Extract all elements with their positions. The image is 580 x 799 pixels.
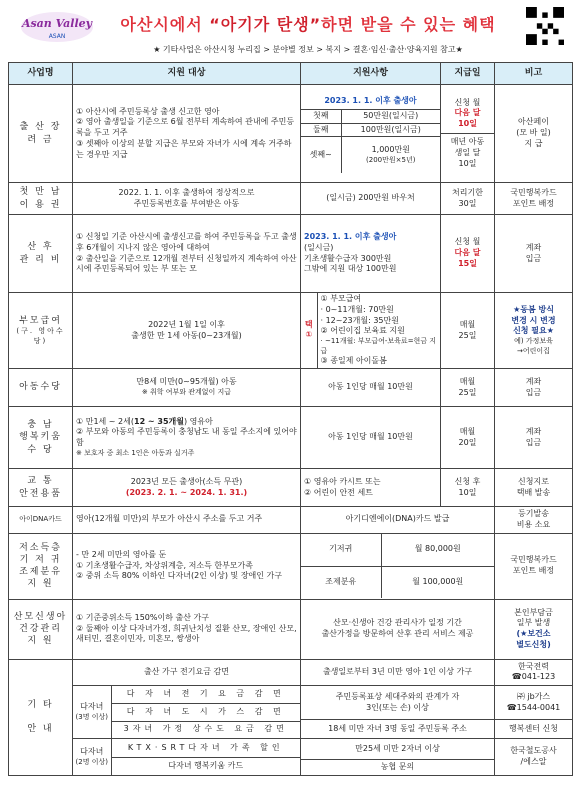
table-row — [9, 469, 573, 507]
target-line: ① 아산시에 주민등록상 출생 신고한 영아 — [76, 106, 220, 116]
col-header-target: 지원 대상 — [73, 63, 301, 85]
table-row — [9, 183, 573, 215]
amount: 월 80,000원 — [381, 534, 494, 566]
note-cell: 한국전력 ☎041-123 — [495, 659, 573, 686]
birth-order: 셋째~ — [301, 137, 341, 173]
amount: 1,000만원 (200만원×5년) — [341, 137, 440, 173]
target-cell: 영아(12개월 미만)의 부모가 아산시 주소를 두고 거주 — [73, 507, 301, 534]
program-name: 출 산 장 려 금 — [9, 85, 73, 183]
note-cell: 행복센터 신청 — [495, 720, 573, 739]
target-cell: 만8세 미만(0~95개월) 아동 ※ 취학 여부와 관계없이 지급 — [73, 369, 301, 407]
col-header-program: 사업명 — [9, 63, 73, 85]
note-cell: 본인부담금 일부 발생 (★보건소 별도신청) — [495, 599, 573, 659]
note-cell: 계좌 입금 — [495, 215, 573, 293]
support-cell — [301, 85, 441, 183]
note-cell: 국민행복카드 포인트 배정 — [495, 183, 573, 215]
table-row — [9, 659, 573, 686]
payday-cell: 매월 20일 — [441, 407, 495, 469]
target-cell: ① 만1세 ~ 2세(12 ~ 35개월) 영유아 ② 부모와 아동의 주민등록이 충청남도 내 동일 주소지에 있어야 함 ※ 보호자 중 최소 1인은 아동과 실거주 — [73, 407, 301, 469]
col-header-support: 지원사항 — [301, 63, 441, 85]
table-row — [9, 293, 573, 369]
note-cell: 한국철도공사 /에스알 — [495, 739, 573, 776]
select-one-label: 택 ① — [304, 319, 313, 340]
benefit-condition: 출생일로부터 3년 미만 영아 1인 이상 가구 — [301, 659, 495, 686]
benefit-name: 다 자 녀 도 시 가 스 감 면 — [111, 703, 300, 721]
amount: 50만원(일시금) — [341, 110, 440, 123]
support-cell: (일시금) 200만원 바우처 — [301, 183, 441, 215]
note-cell: 아산페이 (모 바 일) 지 급 — [495, 85, 573, 183]
benefit-condition: 주민등록표상 세대주와의 관계가 자 3인(또는 손) 이상 — [301, 686, 495, 720]
target-line: ③ 셋째아 이상의 분할 지급은 부모와 자녀가 시에 계속 거주하는 경우만 지급 — [76, 138, 292, 159]
payday-cell: 신청 월 다음 달 15일 — [441, 215, 495, 293]
program-name: 부모급여 (구. 영아수당) — [9, 293, 73, 369]
payday-cell: 매월 25일 — [441, 293, 495, 369]
table-row — [9, 599, 573, 659]
table-row — [9, 407, 573, 469]
note-cell: ★동봄 방식 변경 시 변경 신청 필요★ 예) 가정보육 →어린이집 — [495, 293, 573, 369]
support-cell — [301, 293, 441, 369]
note-cell: 등기발송 비용 소요 — [495, 507, 573, 534]
target-cell: ① 기준중위소득 150%이하 출산 가구 ② 둘째아 이상 다자녀가정, 희귀난치성 질환 산모, 장애인 산모, 새터민, 결혼이민자, 미혼모, 쌍생아 — [73, 599, 301, 659]
target-cell — [73, 85, 301, 183]
benefit-condition: 만25세 미만 2자녀 이상 — [301, 739, 495, 760]
asan-valley-logo — [18, 8, 96, 46]
page-subtitle: ★ 기타사업은 아산시청 누리집 > 분야별 정보 > 복지 > 결혼·임신·출산·양육지원 참고★ — [153, 45, 463, 54]
table-row — [9, 85, 573, 183]
support-cell: 산모·신생아 건강 관리사가 일정 기간 출산가정을 방문하여 산후 관리 서비스 제공 — [301, 599, 495, 659]
target-cell: ① 신청일 기준 아산시에 출생신고를 하여 주민등록을 두고 출생 후 6개월이 지나지 않은 영아에 대하여 ② 출산일을 기준으로 12개월 전부터 신청일까지 계속하여 아산시에 주민등록되어 있는 부 또는 모 — [73, 215, 301, 293]
support-cell: 아동 1인당 매월 10만원 — [301, 407, 441, 469]
col-header-payday: 지급일 — [441, 63, 495, 85]
note-cell: 국민행복카드 포인트 배정 — [495, 533, 573, 599]
amount: 월 100,000원 — [381, 566, 494, 598]
parent-benefit-options: ① 부모급여 · 0~11개월: 70만원 · 12~23개월: 35만원 ② 어린이집 보육료 지원 · ~11개월: 부모급여-보육료=현금 지급 ③ 종일제 아이돌봄 — [317, 293, 440, 368]
support-head: 2023. 1. 1. 이후 출생아 — [301, 94, 440, 110]
support-cell: 아동 1인당 매월 10만원 — [301, 369, 441, 407]
benefit-group — [73, 739, 301, 776]
target-cell: 2023년 모든 출생아(소득 무관) (2023. 2. 1. ~ 2024. 1. 31.) — [73, 469, 301, 507]
target-cell: 2022년 1월 1일 이후 출생한 만 1세 아동(0~23개월) — [73, 293, 301, 369]
qr-code-icon[interactable] — [526, 6, 564, 46]
amount: 100만원(일시금) — [341, 123, 440, 137]
program-name: 첫 만 남 이 용 권 — [9, 183, 73, 215]
note-cell: 계좌 입금 — [495, 369, 573, 407]
note-cell: 신청지로 택배 발송 — [495, 469, 573, 507]
note-cell: 계좌 입금 — [495, 407, 573, 469]
payday-cell: 신청 후 10일 — [441, 469, 495, 507]
program-name: 아이DNA카드 — [9, 507, 73, 534]
benefits-table — [8, 62, 573, 776]
target-cell: - 만 2세 미만의 영아를 둔 ① 기초생활수급자, 차상위계층, 저소득 한부모가족 ② 중위 소득 80% 이하인 다자녀(2인 이상) 및 장애인 가구 — [73, 533, 301, 599]
target-line: ② 영아 출생일을 기준으로 6월 전부터 계속하여 관내에 주민등록을 두고 거주 — [76, 117, 295, 138]
table-row — [9, 533, 573, 599]
support-cell — [301, 533, 495, 599]
benefit-group — [73, 686, 301, 739]
benefit-name: 다자녀 행복키움 카드 — [111, 757, 300, 775]
benefit-condition: 18세 미만 자녀 3명 동일 주민등록 주소 — [301, 720, 495, 739]
table-row — [9, 369, 573, 407]
table-row — [9, 739, 573, 760]
birth-order: 첫째 — [301, 110, 341, 123]
benefit-condition: 농협 문의 — [301, 759, 495, 775]
payday-cell: 신청 월 다음 달 10일 매년 아동 생일 달 10일 — [441, 85, 495, 183]
program-name: 충 남 행복키움 수 당 — [9, 407, 73, 469]
svg-text:ASAN: ASAN — [48, 33, 66, 40]
page-title: 아산시에서 “아기가 탄생”하면 받을 수 있는 혜택 — [120, 15, 496, 34]
program-name: 기 타 안 내 — [9, 659, 73, 776]
benefit-name: 3자녀 가정 상수도 요금 감면 — [111, 721, 300, 738]
table-header-row — [9, 63, 573, 85]
program-name: 아동수당 — [9, 369, 73, 407]
target-cell: 2022. 1. 1. 이후 출생하여 정상적으로 주민등록번호를 부여받은 아동 — [73, 183, 301, 215]
table-row — [9, 215, 573, 293]
program-name: 교 통 안전용품 — [9, 469, 73, 507]
benefit-name: KTX·SRT다자녀 가족 할인 — [111, 739, 300, 757]
support-cell: ① 영유아 카시트 또는 ② 어린이 안전 세트 — [301, 469, 441, 507]
support-cell: 아기디엔에이(DNA)카드 발급 — [301, 507, 495, 534]
benefit-name: 출산 가구 전기요금 감면 — [73, 659, 301, 686]
table-row — [9, 507, 573, 534]
payday-cell: 매월 25일 — [441, 369, 495, 407]
program-name: 산모신생아 건강관리 지 원 — [9, 599, 73, 659]
col-header-note: 비고 — [495, 63, 573, 85]
header — [8, 6, 572, 62]
group-label: 다자녀 (3명 이상) — [73, 686, 111, 738]
program-name: 저소득층 기 저 귀 조제분유 지 원 — [9, 533, 73, 599]
payday-cell: 처리기한 30일 — [441, 183, 495, 215]
svg-text:Asan Valley: Asan Valley — [21, 17, 93, 30]
birth-order: 둘째 — [301, 123, 341, 137]
table-row — [9, 686, 573, 703]
item-diaper: 기저귀 — [301, 534, 381, 566]
item-formula: 조제분유 — [301, 566, 381, 598]
benefit-name: 다 자 녀 전 기 요 금 감 면 — [111, 686, 300, 703]
program-name: 산 후 관 리 비 — [9, 215, 73, 293]
note-cell: ㈜ jb가스 ☎1544-0041 — [495, 686, 573, 720]
support-cell: 2023. 1. 1. 이후 출생아 (일시금) 기초생활수급자 300만원 그밖에 지원 대상 100만원 — [301, 215, 441, 293]
group-label: 다자녀 (2명 이상) — [73, 739, 111, 775]
